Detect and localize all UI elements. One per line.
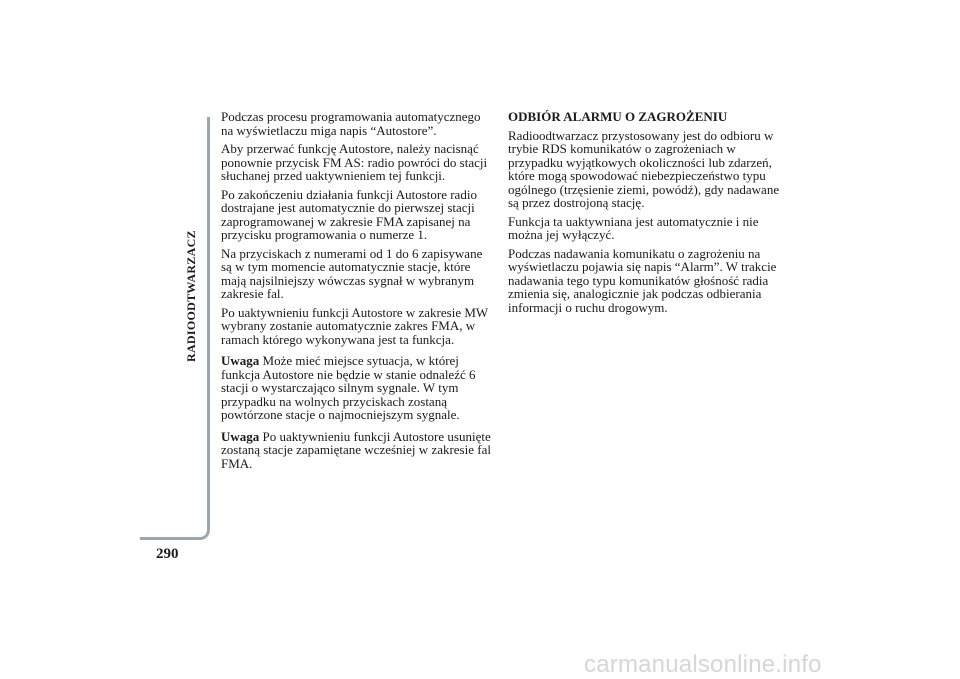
paragraph: Na przyciskach z numerami od 1 do 6 zapisywane są w tym momencie automatycznie stacje, które mają najsilniejszy wówczas sygnał w wybranym zakresie fal. xyxy=(221,245,483,301)
paragraph: Podczas procesu programowania automatycznego na wyświetlaczu miga napis “Autostore”. xyxy=(221,109,481,138)
page-number: 290 xyxy=(156,546,179,562)
paragraph: Podczas nadawania komunikatu o zagrożeniu na wyświetlaczu pojawia się napis “Alarm”. W trakcie nadawania tego typu komunikatów głośność radia zmienia się, analogicznie jak podczas odbierania informacji o ruchu drogowym. xyxy=(508,245,777,315)
paragraph: Po uaktywnieniu funkcji Autostore w zakresie MW wybrany zostanie automatycznie zakres FMA, w ramach którego wykonywana jest ta funkcja. xyxy=(221,304,488,347)
paragraph: Aby przerwać funkcję Autostore, należy nacisnąć ponownie przycisk FM AS: radio powróci do stacji słuchanej przed uaktywnieniem tej funkcji. xyxy=(221,141,488,183)
side-border xyxy=(140,117,210,540)
left-column xyxy=(221,110,496,475)
right-column xyxy=(508,110,783,319)
watermark: carmanualsonline.info xyxy=(584,651,822,678)
paragraph: Funkcja ta uaktywniana jest automatycznie i nie można jej wyłączyć. xyxy=(508,213,759,242)
note-paragraph xyxy=(221,430,496,471)
note-label: Uwaga xyxy=(221,428,260,444)
note-label: Uwaga xyxy=(221,353,260,368)
paragraph: Po zakończeniu działania funkcji Autostore radio dostrajane jest automatycznie do pierwszej stacji zaprogramowanej w zakresie FMA zapisanej na przycisku programowania o numerze 1. xyxy=(221,186,477,242)
note-text: Po uaktywnieniu funkcji Autostore usunięte zostaną stacje zapamiętane wcześniej w zakresie fal FMA. xyxy=(221,428,491,471)
paragraph: Radioodtwarzacz przystosowany jest do odbioru w trybie RDS komunikatów o zagrożeniach w przypadku wyjątkowych okoliczności lub zdarzeń, które mogą spowodować niebezpieczeństwo typu ogólnego (trzęsienie ziemi, powódź), gdy nadawane są przez dostrojoną stację. xyxy=(508,127,780,210)
section-heading: ODBIÓR ALARMU O ZAGROŻENIU xyxy=(508,109,728,124)
note-text: Może mieć miejsce sytuacja, w której funkcja Autostore nie będzie w stanie odnaleźć 6 stacji o wystarczająco silnym sygnale. W tym przypadku na wolnych przyciskach zostaną powtórzone stacje o najmocniejszym sygnale. xyxy=(221,353,476,422)
note-paragraph xyxy=(221,354,496,422)
section-title: RADIOODTWARZACZ xyxy=(184,230,198,362)
